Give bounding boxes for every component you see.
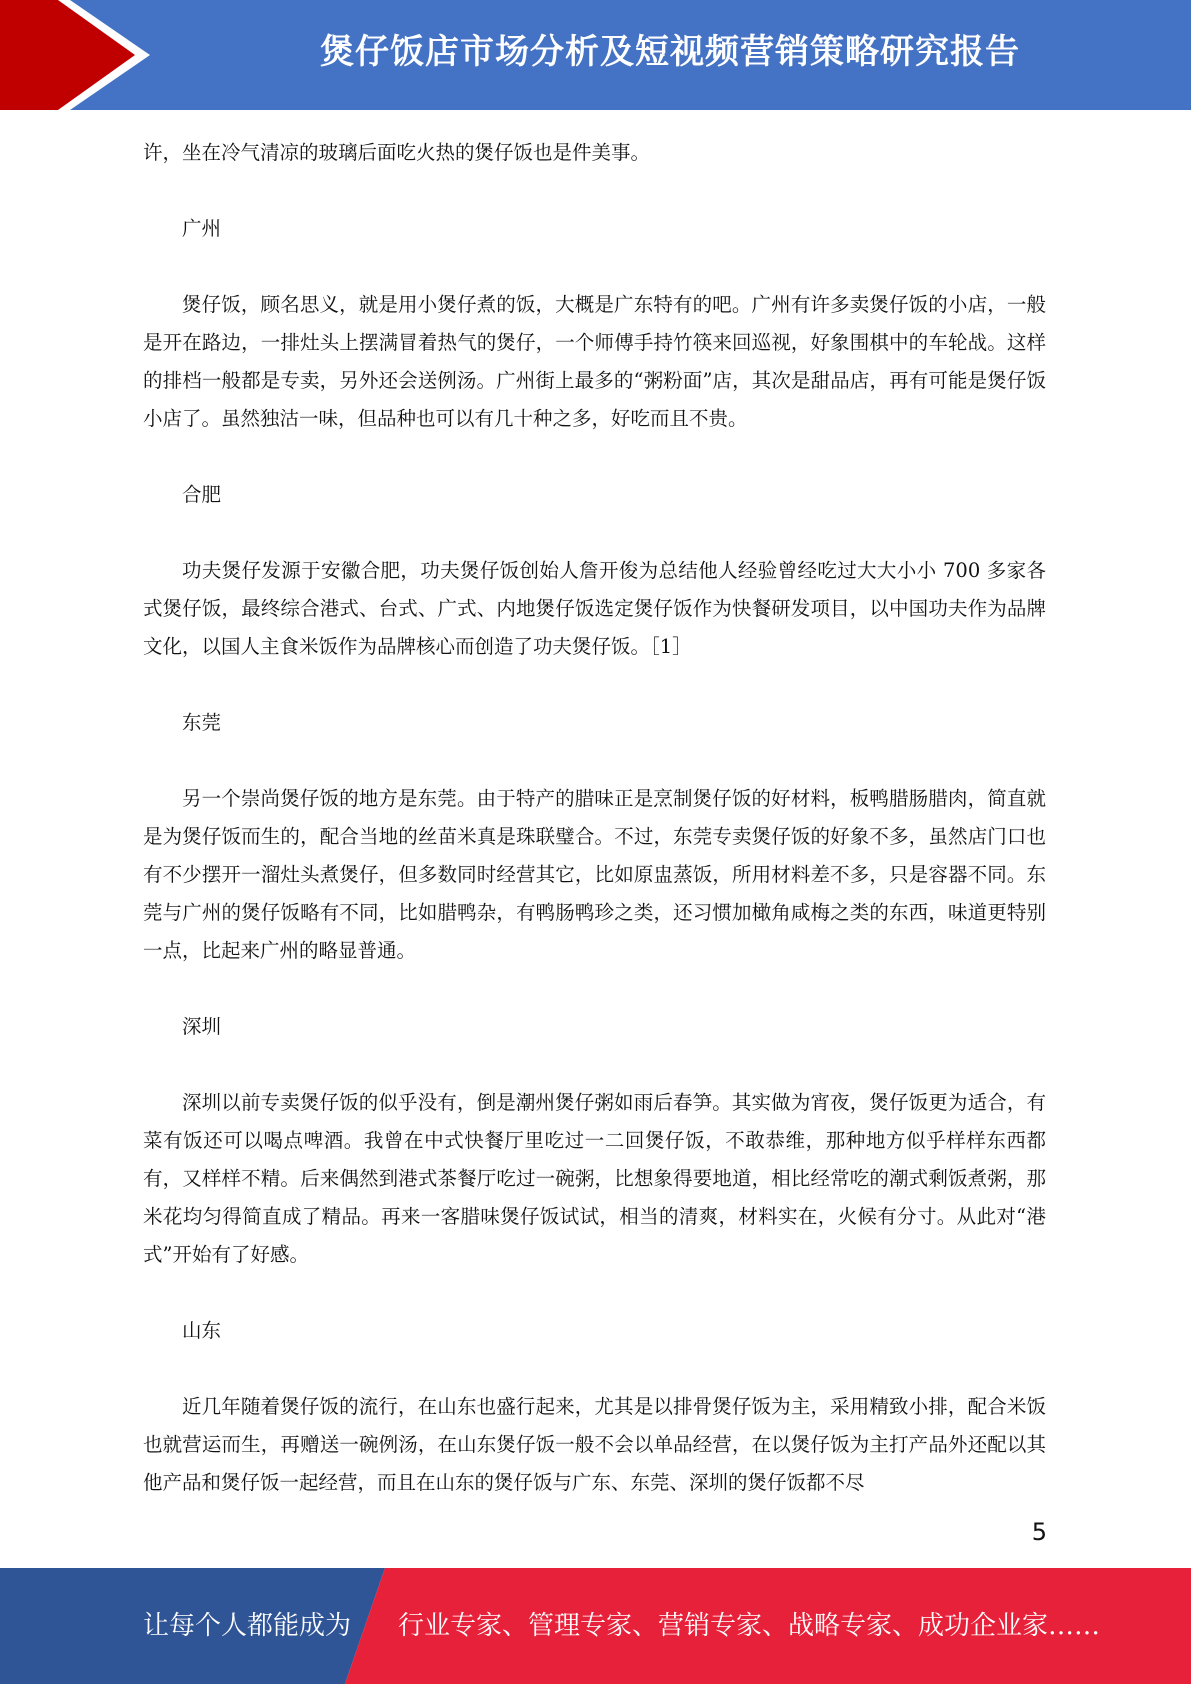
document-body [143,134,1046,1540]
paragraph: 许，坐在冷气清凉的玻璃后面吃火热的煲仔饭也是件美事。 [143,141,651,164]
section-heading: 东莞 [182,711,222,734]
footer-slogan-left: 让每个人都能成为 [143,1611,352,1641]
section-heading: 深圳 [182,1015,222,1038]
page-footer [0,1568,1191,1684]
header-arrow-icon [0,0,170,110]
paragraph: 功夫煲仔发源于安徽合肥，功夫煲仔饭创始人詹开俊为总结他人经验曾经吃过大大小小 700 多家各式煲仔饭，最终综合港式、台式、广式、内地煲仔饭选定煲仔饭作为快餐研发项目，以中国功夫作为品牌文化，以国人主食米饭作为品牌核心而创造了功夫煲仔饭。［1］ [143,559,1046,658]
paragraph: 另一个崇尚煲仔饭的地方是东莞。由于特产的腊味正是烹制煲仔饭的好材料，板鸭腊肠腊肉，简直就是为煲仔饭而生的，配合当地的丝苗米真是珠联璧合。不过，东莞专卖煲仔饭的好象不多，虽然店门口也有不少摆开一溜灶头煮煲仔，但多数同时经营其它，比如原盅蒸饭，所用材料差不多，只是容器不同。东莞与广州的煲仔饭略有不同，比如腊鸭杂，有鸭肠鸭珍之类，还习惯加橄角咸梅之类的东西，味道更特别一点，比起来广州的略显普通。 [143,787,1046,962]
section-heading: 合肥 [182,483,222,506]
report-title: 煲仔饭店市场分析及短视频营销策略研究报告 [320,32,1020,72]
page-header [0,0,1191,110]
footer-slogan-right: 行业专家、管理专家、营销专家、战略专家、成功企业家…… [398,1611,1101,1641]
page-number: 5 [1031,1518,1047,1546]
paragraph: 煲仔饭，顾名思义，就是用小煲仔煮的饭，大概是广东特有的吧。广州有许多卖煲仔饭的小店，一般是开在路边，一排灶头上摆满冒着热气的煲仔，一个师傅手持竹筷来回巡视，好象围棋中的车轮战。这样的排档一般都是专卖，另外还会送例汤。广州街上最多的“粥粉面”店，其次是甜品店，再有可能是煲仔饭小店了。虽然独沽一味，但品种也可以有几十种之多，好吃而且不贵。 [143,293,1046,430]
section-heading: 广州 [182,217,222,240]
paragraph: 近几年随着煲仔饭的流行，在山东也盛行起来，尤其是以排骨煲仔饭为主，采用精致小排，配合米饭也就营运而生，再赠送一碗例汤，在山东煲仔饭一般不会以单品经营，在以煲仔饭为主打产品外还配以其他产品和煲仔饭一起经营，而且在山东的煲仔饭与广东、东莞、深圳的煲仔饭都不尽 [143,1395,1046,1494]
paragraph: 深圳以前专卖煲仔饭的似乎没有，倒是潮州煲仔粥如雨后春笋。其实做为宵夜，煲仔饭更为适合，有菜有饭还可以喝点啤酒。我曾在中式快餐厅里吃过一二回煲仔饭，不敢恭维，那种地方似乎样样东西都有，又样样不精。后来偶然到港式茶餐厅吃过一碗粥，比想象得要地道，相比经常吃的潮式剩饭煮粥，那米花均匀得简直成了精品。再来一客腊味煲仔饭试试，相当的清爽，材料实在，火候有分寸。从此对“港式”开始有了好感。 [143,1091,1046,1266]
section-heading: 山东 [182,1319,222,1342]
